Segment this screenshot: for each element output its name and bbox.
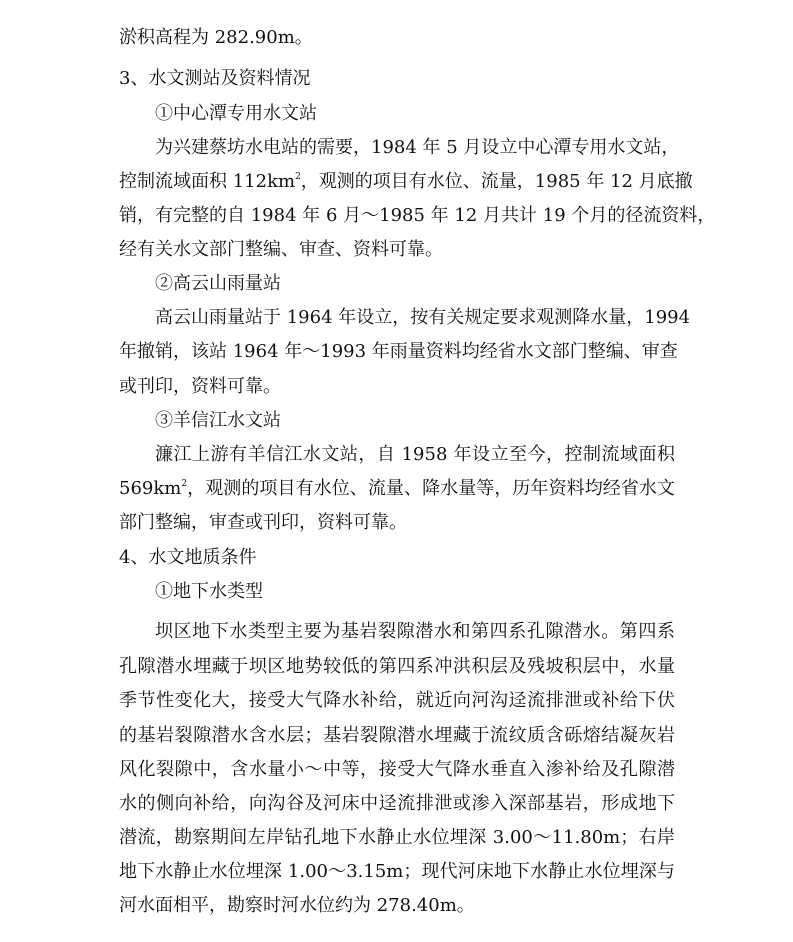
text-line: 年撤销，该站 1964 年～1993 年雨量资料均经省水文部门整编、审查 [119,341,678,362]
text-line: 潜流，勘察期间左岸钻孔地下水静止水位埋深 3.00～11.80m；右岸 [119,827,675,848]
text-line: 河水面相平，勘察时河水位约为 278.40m。 [119,895,475,916]
text-line: 坝区地下水类型主要为基岩裂隙潜水和第四系孔隙潜水。第四系 [155,621,675,642]
text-line: 高云山雨量站于 1964 年设立，按有关规定要求观测降水量，1994 [155,307,691,328]
text-line: 水的侧向补给，向沟谷及河床中迳流排泄或渗入深部基岩，形成地下 [119,793,675,814]
text-line: 濂江上游有羊信江水文站，自 1958 年设立至今，控制流域面积 [155,444,675,465]
subsection-heading: ③羊信江水文站 [155,410,281,431]
section-heading: 4、水文地质条件 [119,547,257,568]
text-line: 为兴建蔡坊水电站的需要，1984 年 5 月设立中心潭专用水文站， [155,137,680,158]
text-line: 季节性变化大，接受大气降水补给，就近向河沟迳流排泄或补给下伏 [119,690,675,711]
text-line: 控制流域面积 $112km^2$，观测的项目有水位、流量，1985 年 12 月底撤 [119,171,693,192]
subsection-heading: ①地下水类型 [155,581,263,602]
section-heading: 3、水文测站及资料情况 [119,68,311,89]
text-line: 销，有完整的自 1984 年 6 月～1985 年 12 月共计 19 个月的径流资料， [119,205,716,226]
text-line: 孔隙潜水埋藏于坝区地势较低的第四系冲洪积层及残坡积层中，水量 [119,656,675,677]
subsection-heading: ①中心潭专用水文站 [155,103,317,124]
text-line: 地下水静止水位埋深 1.00～3.15m；现代河床地下水静止水位埋深与 [119,861,675,882]
text-line: 风化裂隙中，含水量小～中等，接受大气降水垂直入渗补给及孔隙潜 [119,759,675,780]
text-line: 淤积高程为 282.90m。 [119,27,313,48]
text-line: $569km^2$，观测的项目有水位、流量、降水量等，历年资料均经省水文 [119,478,675,499]
text-line: 或刊印，资料可靠。 [119,376,281,397]
subsection-heading: ②高云山雨量站 [155,273,281,294]
text-line: 经有关水文部门整编、审查、资料可靠。 [119,239,443,260]
text-line: 的基岩裂隙潜水含水层；基岩裂隙潜水埋藏于流纹质含砾熔结凝灰岩 [119,725,675,746]
text-line: 部门整编，审查或刊印，资料可靠。 [119,512,407,533]
